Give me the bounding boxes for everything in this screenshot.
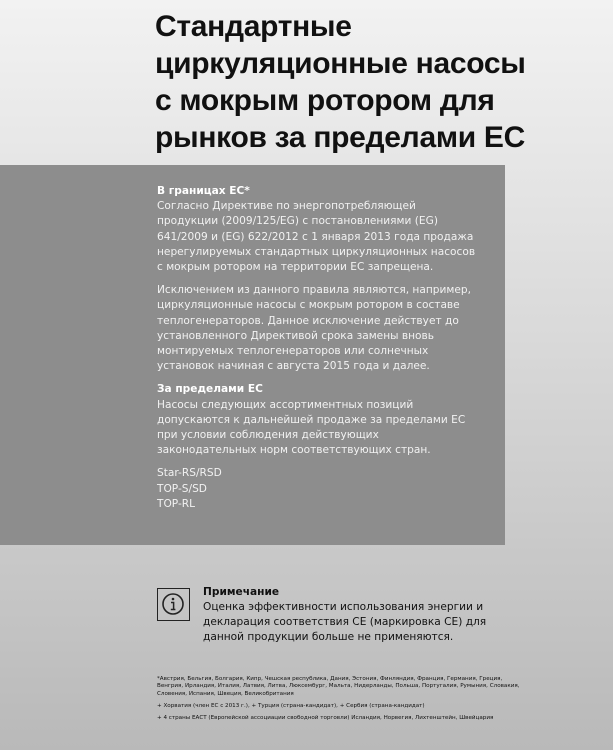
title-line: с мокрым ротором для bbox=[155, 84, 495, 117]
panel-content bbox=[157, 184, 477, 520]
footnote-line: *Австрия, Бельгия, Болгария, Кипр, Чешская республика, Дания, Эстония, Финляндия, Франция, Германия, Греция, Венгрия, Ирландия, Италия, Латвия, Литва, Люксембург, Мальта, Нидерланды, Польша, Португалия, Румыния, Словакия, Словения, Испания, Швеция, Великобритания bbox=[157, 676, 520, 697]
note-text: Оценка эффективности использования энергии и декларация соответствия СЕ (маркировка СЕ) для данной продукции больше не применяются. bbox=[203, 601, 487, 643]
section-heading-eu: В границах ЕС* bbox=[157, 185, 250, 197]
footnote bbox=[157, 676, 527, 727]
product-item: TOP-S/SD bbox=[157, 482, 207, 495]
product-item: Star-RS/RSD bbox=[157, 467, 222, 480]
footnote-line: + 4 страны ЕАСТ (Европейской ассоциации свободной торговли) Исландия, Норвегия, Лихтенштейн, Швейцария bbox=[157, 715, 494, 722]
title-line: циркуляционные насосы bbox=[155, 47, 526, 80]
info-icon bbox=[157, 588, 190, 621]
product-list bbox=[157, 466, 477, 512]
product-item: TOP-RL bbox=[157, 497, 196, 510]
title-line: рынков за пределами ЕС bbox=[155, 121, 525, 154]
section-text-exception: Исключением из данного правила являются, например, циркуляционные насосы с мокрым ротором в составе теплогенераторов. Данное исключение действует до установленного Директивой срока замены вновь монтируемых теплогенераторов или солнечных установок начиная с августа 2015 года и далее. bbox=[157, 284, 471, 373]
page-title bbox=[155, 8, 575, 156]
section-heading-non-eu: За пределами ЕС bbox=[157, 383, 263, 396]
note-heading: Примечание bbox=[203, 586, 280, 598]
section-text-non-eu: Насосы следующих ассортиментных позиций допускаются к дальнейшей продаже за пределами ЕС при условии соблюдения действующих законодательных норм соответствующих стран. bbox=[157, 398, 466, 457]
section-text-eu: Согласно Директиве по энергопотребляющей продукции (2009/125/EG) с постановлениями (EG) 641/2009 и (EG) 622/2012 с 1 января 2013 года продажа нерегулируемых стандартных циркуляционных насосов с мокрым ротором на территории ЕС запрещена. bbox=[157, 200, 476, 274]
title-line: Стандартные bbox=[155, 10, 352, 43]
footnote-line: + Хорватия (член ЕС с 2013 г.), + Турция (страна-кандидат), + Сербия (страна-кандидат) bbox=[157, 702, 425, 709]
note bbox=[203, 585, 503, 645]
